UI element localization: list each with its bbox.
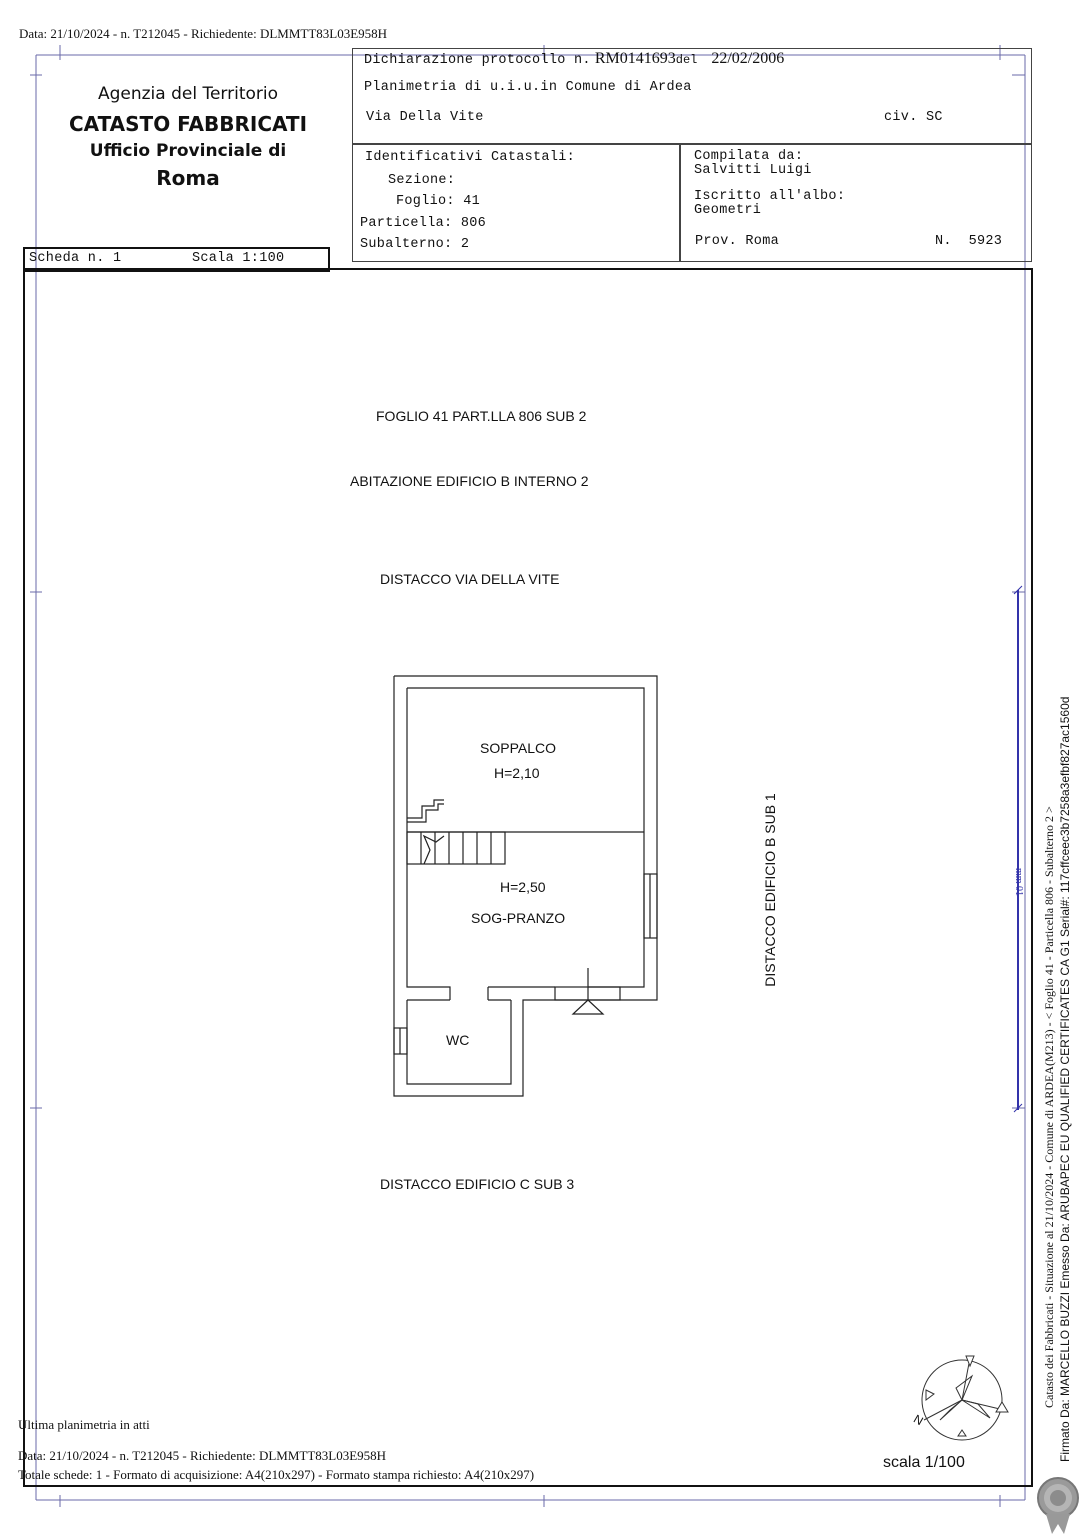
soppalco-label: SOPPALCO [480, 740, 556, 756]
via-line: Via Della Vite [366, 110, 484, 125]
compilata-name: Salvitti Luigi [694, 163, 812, 178]
wc-label: WC [446, 1032, 470, 1048]
agency-name: Agenzia del Territorio [97, 84, 279, 104]
footer-data: Data: 21/10/2024 - n. T212045 - Richiedente: DLMMTT83L03E958H [18, 1448, 387, 1463]
side-situazione: Catasto dei Fabbricati - Situazione al 21/10/2024 - Comune di ARDEA(M213) - < Foglio 41 - Particella 806 - Subalterno 2 > [1042, 806, 1056, 1408]
abitazione-label: ABITAZIONE EDIFICIO B INTERNO 2 [350, 473, 589, 489]
sezione-line: Sezione: [388, 173, 456, 188]
sog-label: SOG-PRANZO [471, 910, 566, 926]
compilata-label: Compilata da: [694, 149, 804, 164]
del-label: del [675, 53, 698, 67]
subalterno-line: Subalterno: 2 [360, 237, 470, 252]
catasto-title: CATASTO FABBRICATI [68, 112, 308, 136]
prov-value: Prov. Roma [695, 234, 780, 249]
distacco-b-label: DISTACCO EDIFICIO B SUB 1 [762, 793, 778, 987]
particella-line: Particella: 806 [360, 216, 487, 231]
compass-n-label: N [911, 1411, 926, 1429]
ufficio-city: Roma [156, 166, 220, 190]
dichiarazione-label: Dichiarazione protocollo n. [364, 53, 591, 68]
side-mark: mm 01 [1013, 868, 1024, 897]
ufficio-label: Ufficio Provinciale di [89, 141, 287, 161]
ultima-planimetria: Ultima planimetria in atti [18, 1417, 150, 1432]
scheda-number: Scheda n. 1 [29, 251, 122, 266]
scheda-scala: Scala 1:100 [192, 251, 285, 266]
request-line: Data: 21/10/2024 - n. T212045 - Richiedente: DLMMTT83L03E958H [19, 26, 388, 41]
footer-totale: Totale schede: 1 - Formato di acquisizione: A4(210x297) - Formato stampa richiesto: A4(210x297) [18, 1467, 535, 1482]
numero-value: N. 5923 [935, 234, 1003, 249]
planimetria-line: Planimetria di u.i.u.in Comune di Ardea [364, 80, 692, 95]
plan-scala: scala 1/100 [883, 1454, 965, 1471]
soppalco-height: H=2,10 [494, 765, 540, 781]
sog-height: H=2,50 [500, 879, 546, 895]
foglio-title: FOGLIO 41 PART.LLA 806 SUB 2 [376, 408, 587, 424]
albo-value: Geometri [694, 203, 762, 218]
side-signature: Firmato Da: MARCELLO BUZZI Emesso Da: ARUBAPEC EU QUALIFIED CERTIFICATES CA G1 Serial#: 117cffceec3b7258a3efbf827ac1560d [1058, 696, 1072, 1462]
distacco-via-label: DISTACCO VIA DELLA VITE [380, 571, 560, 587]
iscritto-label: Iscritto all'albo: [694, 189, 846, 204]
civ-line: civ. SC [884, 110, 943, 125]
distacco-c-label: DISTACCO EDIFICIO C SUB 3 [380, 1176, 575, 1192]
identificativi-title: Identificativi Catastali: [365, 150, 576, 165]
foglio-line: Foglio: 41 [396, 194, 481, 209]
protocollo-number: RM0141693 [594, 50, 676, 67]
protocollo-date: 22/02/2006 [711, 50, 785, 67]
